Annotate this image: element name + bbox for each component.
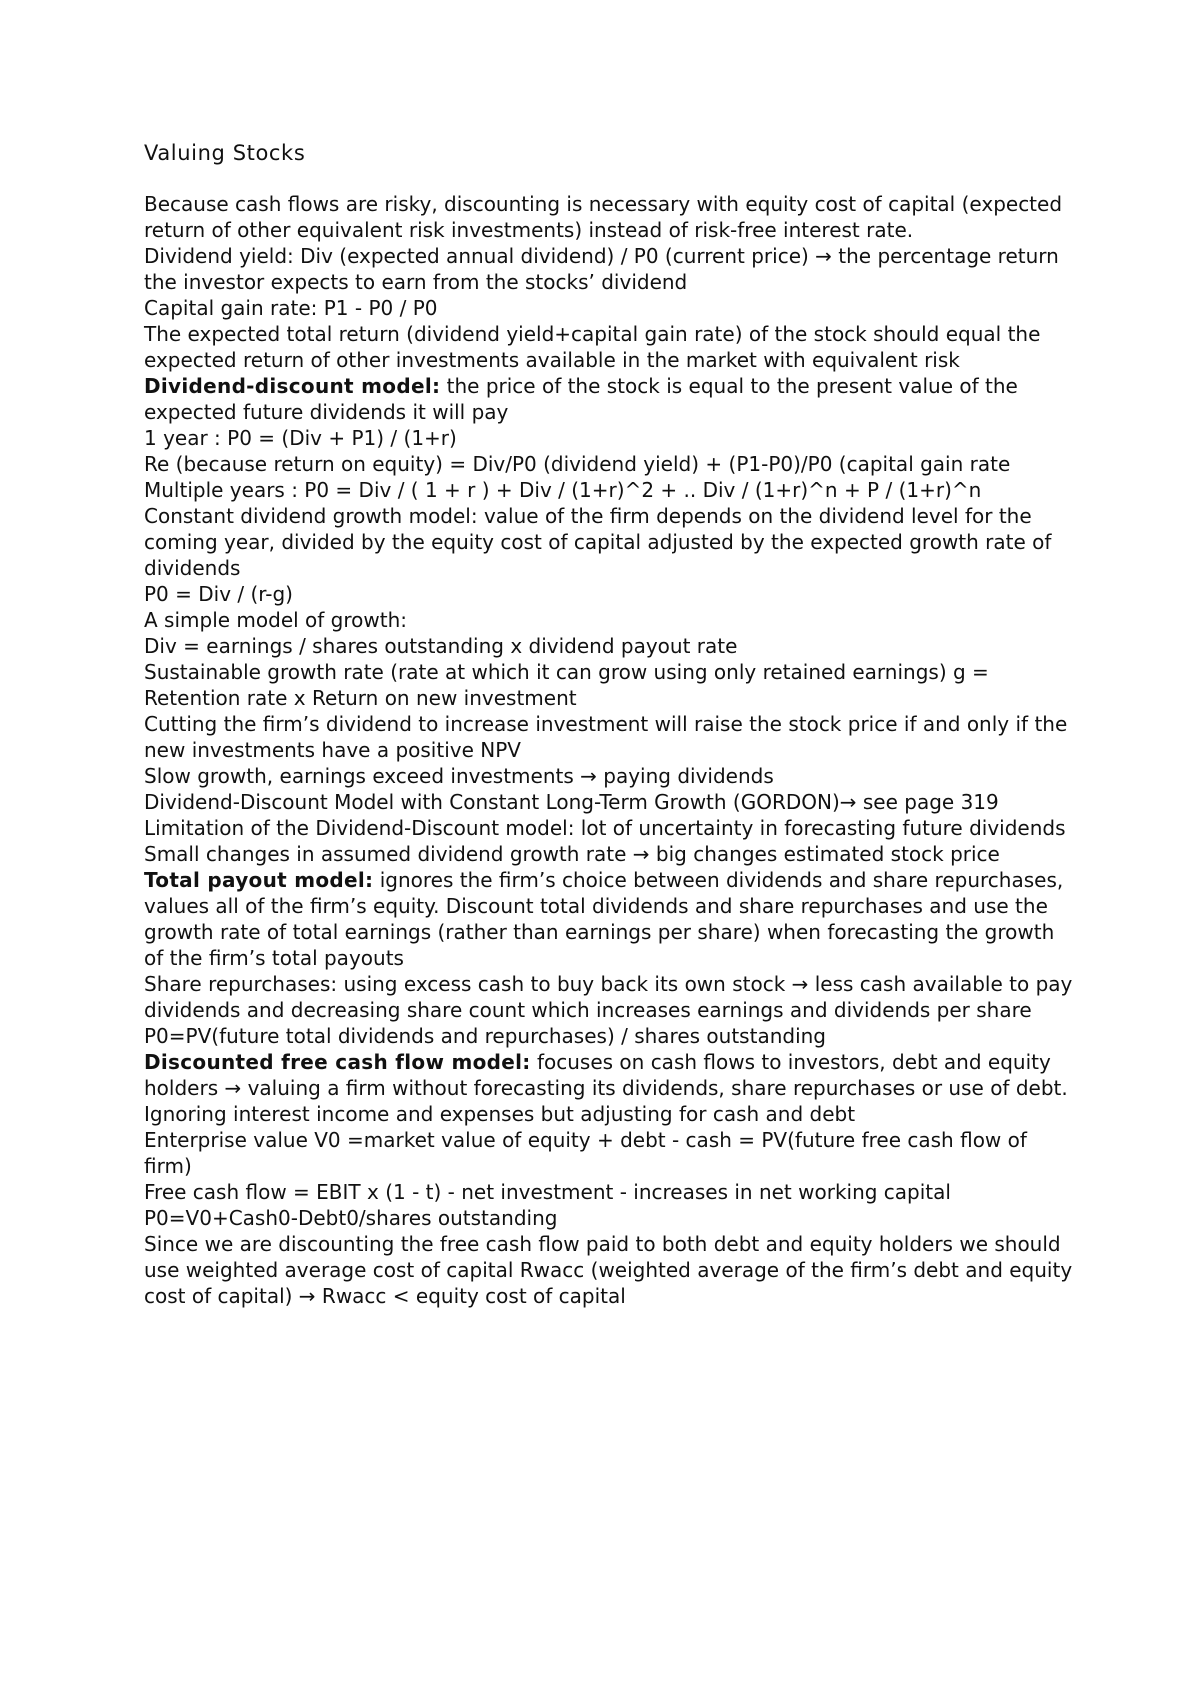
paragraph-19: Total payout model: ignores the firm’s choice between dividends and share repurchases, values all of the firm’s equity. Discount total dividends and share repurchases and use the growth rate of total earnings (rather than earnings per share) when forecasting the growth of the firm’s total payouts (144, 868, 1064, 970)
paragraph-15: Slow growth, earnings exceed investments → paying dividends (144, 764, 774, 788)
term-dividend-discount-model: Dividend-discount model: (144, 374, 441, 398)
paragraph-9: Constant dividend growth model: value of the firm depends on the dividend level for the coming year, divided by the equity cost of capital adjusted by the expected growth rate of dividends (144, 504, 1052, 580)
paragraph-24: Free cash flow = EBIT x (1 - t) - net investment - increases in net working capital (144, 1180, 951, 1204)
paragraph-3: Capital gain rate: P1 - P0 / P0 (144, 296, 438, 320)
term-total-payout-model: Total payout model: (144, 868, 374, 892)
paragraph-20: Share repurchases: using excess cash to buy back its own stock → less cash available to pay dividends and decreasing share count which increases earnings and dividends per share (144, 972, 1073, 1022)
paragraph-25: P0=V0+Cash0-Debt0/shares outstanding (144, 1206, 558, 1230)
paragraph-5: Dividend-discount model: the price of the stock is equal to the present value of the expected future dividends it will pay (144, 374, 1018, 424)
paragraph-7: Re (because return on equity) = Div/P0 (dividend yield) + (P1-P0)/P0 (capital gain rate (144, 452, 1011, 476)
paragraph-18: Small changes in assumed dividend growth rate → big changes estimated stock price (144, 842, 1000, 866)
paragraph-13: Sustainable growth rate (rate at which it can grow using only retained earnings) g = Retention rate x Return on new investment (144, 660, 989, 710)
paragraph-8: Multiple years : P0 = Div / ( 1 + r ) + Div / (1+r)^2 + .. Div / (1+r)^n + P / (1+r)^n (144, 478, 982, 502)
paragraph-14: Cutting the firm’s dividend to increase investment will raise the stock price if and only if the new investments have a positive NPV (144, 712, 1068, 762)
paragraph-23: Enterprise value V0 =market value of equity + debt - cash = PV(future free cash flow of firm) (144, 1128, 1027, 1178)
term-discounted-free-cash-flow-model: Discounted free cash flow model: (144, 1050, 531, 1074)
paragraph-17: Limitation of the Dividend-Discount model: lot of uncertainty in forecasting future dividends (144, 816, 1066, 840)
document-body (144, 140, 1074, 1309)
paragraph-4: The expected total return (dividend yield+capital gain rate) of the stock should equal the expected return of other investments available in the market with equivalent risk (144, 322, 1041, 372)
paragraph-12: Div = earnings / shares outstanding x dividend payout rate (144, 634, 738, 658)
paragraph-26: Since we are discounting the free cash flow paid to both debt and equity holders we should use weighted average cost of capital Rwacc (weighted average of the firm’s debt and equity cost of capital) → Rwacc < equity cost of capital (144, 1232, 1073, 1308)
paragraph-10: P0 = Div / (r-g) (144, 582, 293, 606)
paragraph-11: A simple model of growth: (144, 608, 408, 632)
paragraph-22: Discounted free cash flow model: focuses on cash flows to investors, debt and equity holders → valuing a firm without forecasting its dividends, share repurchases or use of debt. Ignoring interest income and expenses but adjusting for cash and debt (144, 1050, 1068, 1126)
paragraph-6: 1 year : P0 = (Div + P1) / (1+r) (144, 426, 457, 450)
paragraph-21: P0=PV(future total dividends and repurchases) / shares outstanding (144, 1024, 826, 1048)
paragraph-16: Dividend-Discount Model with Constant Long-Term Growth (GORDON)→ see page 319 (144, 790, 999, 814)
paragraph-1: Because cash flows are risky, discounting is necessary with equity cost of capital (expected return of other equivalent risk investments) instead of risk-free interest rate. (144, 192, 1063, 242)
paragraph-2: Dividend yield: Div (expected annual dividend) / P0 (current price) → the percentage return the investor expects to earn from the stocks’ dividend (144, 244, 1059, 294)
page-title: Valuing Stocks (144, 141, 306, 165)
